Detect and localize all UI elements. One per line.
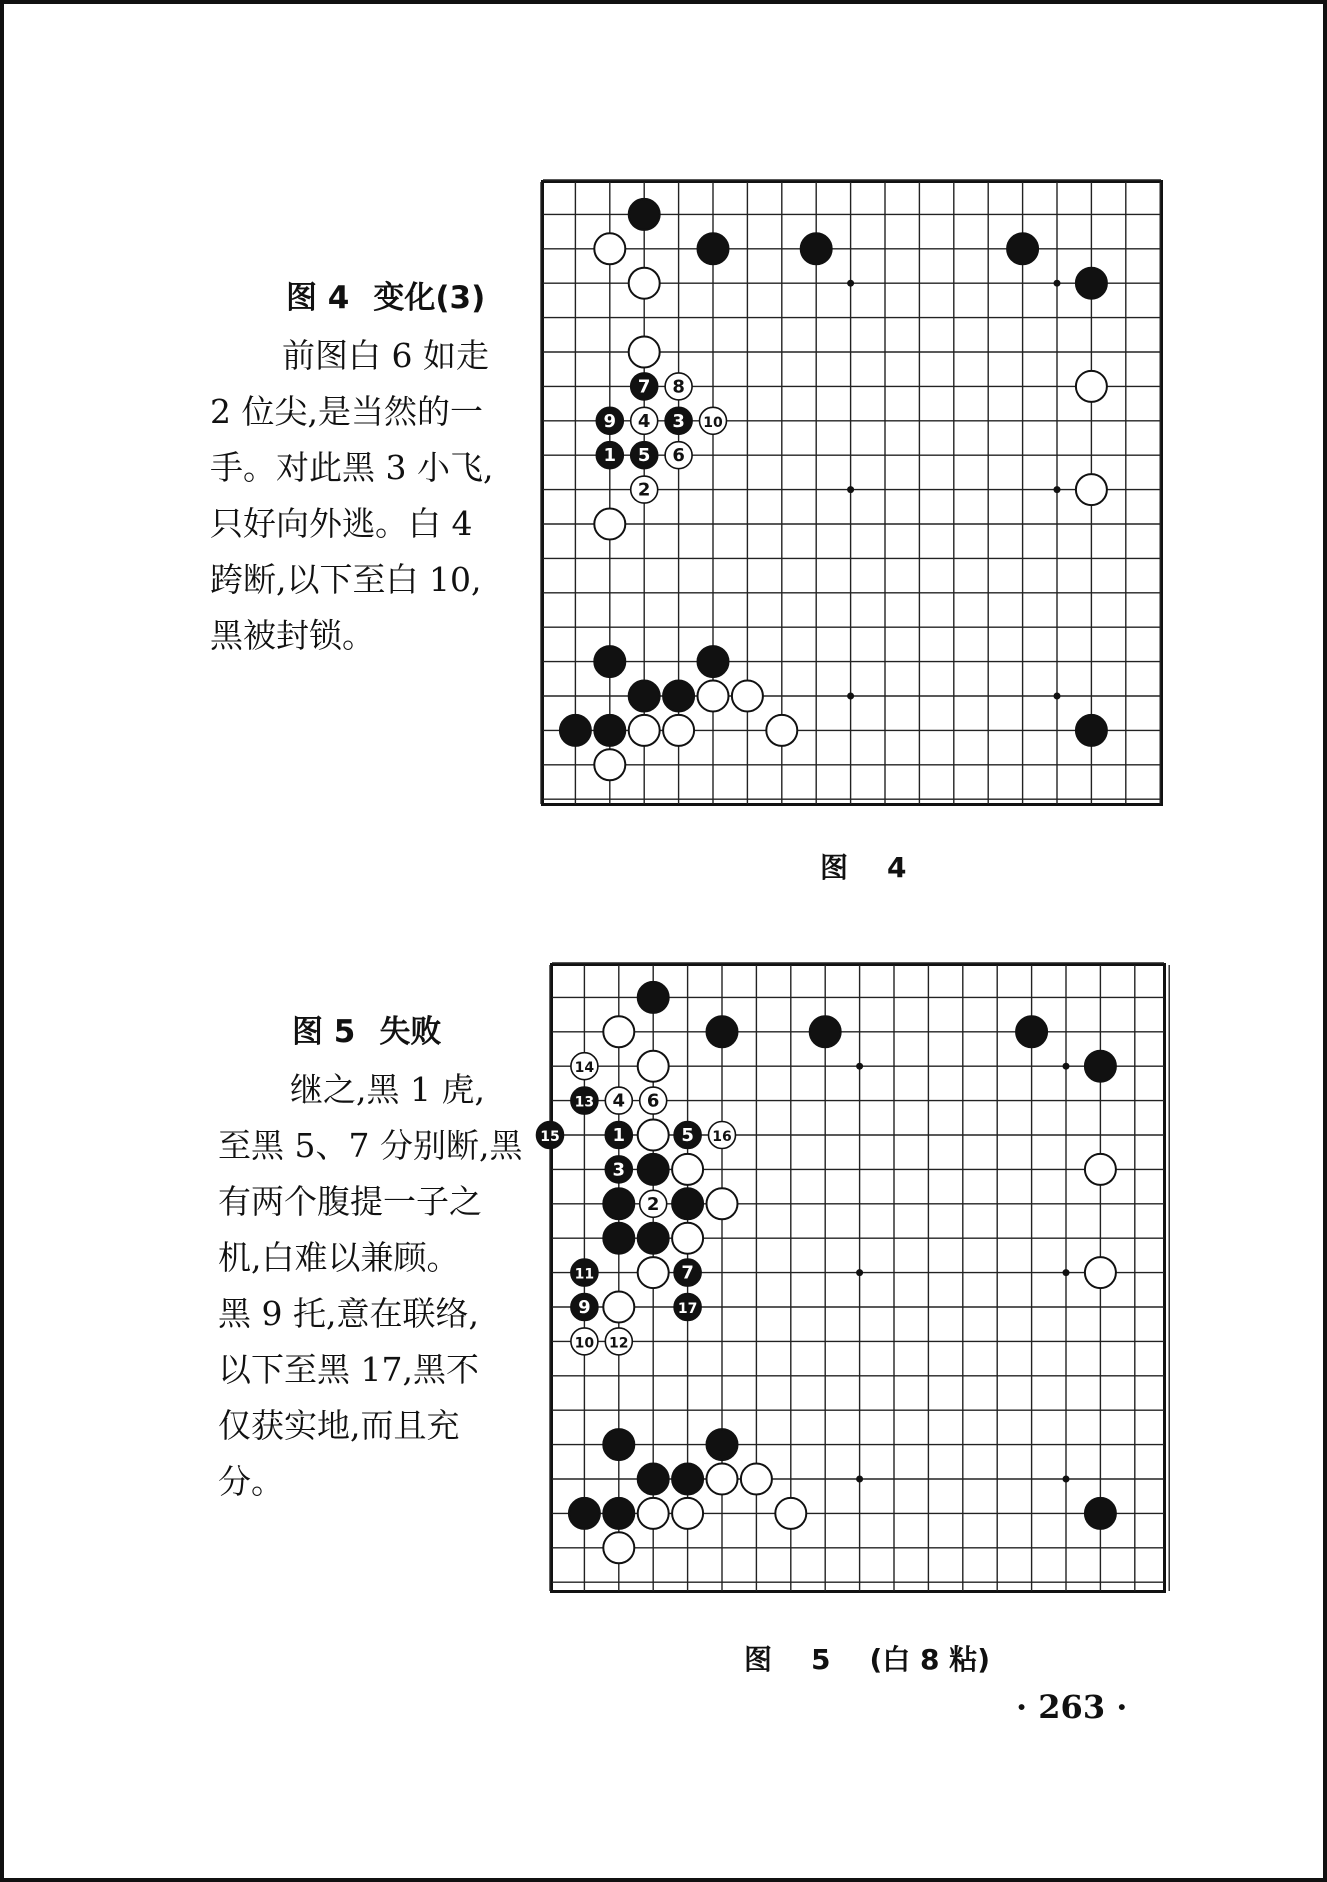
white-stone — [629, 268, 660, 299]
white-stone — [665, 373, 692, 400]
figure5-line: 机,白难以兼顾。 — [218, 1238, 460, 1277]
star-point — [847, 693, 854, 700]
white-stone — [631, 476, 658, 503]
figure5-caption — [218, 1004, 548, 1510]
move-number: 7 — [681, 1262, 694, 1284]
move-number: 14 — [574, 1060, 595, 1077]
white-stone — [571, 1328, 598, 1355]
black-stone — [603, 1188, 634, 1219]
black-stone — [674, 1294, 701, 1321]
black-stone — [603, 1223, 634, 1254]
white-stone — [663, 715, 694, 746]
move-number: 15 — [540, 1129, 560, 1145]
star-point — [847, 486, 854, 493]
figure4-line: 跨断,以下至白 10, — [210, 560, 482, 599]
white-stone — [775, 1498, 806, 1529]
move-number: 6 — [672, 445, 685, 467]
black-stone — [674, 1259, 701, 1286]
black-stone — [1076, 715, 1107, 746]
move-number: 9 — [603, 410, 617, 432]
black-stone — [672, 1464, 703, 1495]
black-stone — [810, 1016, 841, 1047]
white-stone — [672, 1223, 703, 1254]
black-stone — [631, 373, 658, 400]
move-number: 12 — [609, 1335, 629, 1352]
black-stone — [596, 442, 623, 469]
black-stone — [1085, 1498, 1116, 1529]
white-stone — [594, 509, 625, 540]
white-stone — [1085, 1257, 1116, 1288]
figure5-line: 分。 — [218, 1462, 284, 1501]
star-point — [856, 1063, 863, 1070]
black-stone — [707, 1016, 738, 1047]
move-number: 5 — [637, 445, 651, 467]
white-stone — [638, 1257, 669, 1288]
white-stone — [640, 1190, 667, 1217]
black-stone — [1076, 268, 1107, 299]
move-number: 10 — [703, 414, 723, 431]
black-stone — [801, 233, 832, 264]
black-stone — [698, 646, 729, 677]
black-stone — [663, 681, 694, 712]
black-stone — [638, 982, 669, 1013]
star-point — [1054, 693, 1061, 700]
white-stone — [594, 233, 625, 264]
figure4-title-name: 变化(3) — [373, 280, 486, 316]
star-point — [856, 1269, 863, 1276]
figure4-line: 只好向外逃。白 4 — [210, 504, 473, 543]
white-stone — [700, 407, 727, 434]
figure5-line: 黑 9 托,意在联络, — [218, 1294, 479, 1333]
black-stone — [698, 233, 729, 264]
black-stone — [594, 646, 625, 677]
move-number: 9 — [578, 1297, 591, 1318]
white-stone — [638, 1051, 669, 1082]
figure5-title-label: 图 5 — [292, 1014, 356, 1050]
move-number: 7 — [637, 376, 651, 398]
move-number: 2 — [637, 479, 651, 501]
figure5-title-name: 失败 — [379, 1014, 442, 1050]
black-stone — [638, 1464, 669, 1495]
move-number: 5 — [681, 1125, 694, 1146]
black-stone — [594, 715, 625, 746]
black-stone — [605, 1156, 632, 1183]
black-stone — [603, 1498, 634, 1529]
black-stone — [665, 407, 692, 434]
white-stone — [640, 1087, 667, 1114]
black-stone — [638, 1154, 669, 1185]
move-number: 2 — [646, 1193, 660, 1215]
black-stone — [631, 442, 658, 469]
white-stone — [603, 1292, 634, 1323]
star-point — [1063, 1063, 1070, 1070]
black-stone — [560, 715, 591, 746]
move-number: 11 — [574, 1266, 595, 1283]
white-stone — [1076, 474, 1107, 505]
white-stone — [698, 681, 729, 712]
figure4-line: 手。对此黑 3 小飞, — [210, 448, 494, 487]
white-stone — [638, 1120, 669, 1151]
white-stone — [629, 337, 660, 368]
white-stone — [638, 1498, 669, 1529]
move-number: 1 — [603, 445, 617, 467]
figure5-title — [218, 1004, 548, 1060]
black-stone — [537, 1122, 564, 1149]
move-number: 17 — [677, 1301, 698, 1317]
move-number: 10 — [574, 1335, 595, 1352]
figure5-line: 有两个腹提一子之 — [218, 1182, 482, 1221]
white-stone — [605, 1328, 632, 1355]
black-stone — [1016, 1016, 1047, 1047]
black-stone — [674, 1122, 701, 1149]
move-number: 13 — [574, 1094, 595, 1111]
black-stone — [1007, 233, 1038, 264]
star-point — [1054, 486, 1061, 493]
star-point — [1063, 1269, 1070, 1276]
black-stone — [571, 1259, 598, 1286]
figure5-line: 仅获实地,而且充 — [218, 1406, 460, 1445]
white-stone — [603, 1532, 634, 1563]
white-stone — [631, 407, 658, 434]
move-number: 6 — [646, 1090, 660, 1112]
black-stone — [707, 1429, 738, 1460]
black-stone — [571, 1294, 598, 1321]
figure5-label: 图 5 (白 8 粘) — [744, 1643, 991, 1676]
white-stone — [732, 681, 763, 712]
move-number: 16 — [712, 1129, 732, 1145]
figure4-caption — [210, 270, 540, 664]
white-stone — [603, 1016, 634, 1047]
figure4-title — [210, 270, 540, 326]
white-stone — [571, 1053, 598, 1080]
black-stone — [638, 1223, 669, 1254]
white-stone — [594, 749, 625, 780]
go-board-figure4 — [541, 180, 1163, 806]
black-stone — [596, 407, 623, 434]
figure4-title-label: 图 4 — [286, 280, 350, 316]
move-number: 4 — [612, 1090, 626, 1112]
figure4-line: 2 位尖,是当然的一 — [210, 392, 483, 431]
figure5-line: 以下至黑 17,黑不 — [218, 1350, 479, 1389]
white-stone — [766, 715, 797, 746]
white-stone — [672, 1154, 703, 1185]
white-stone — [1076, 371, 1107, 402]
figure4-line: 黑被封锁。 — [210, 616, 375, 655]
move-number: 1 — [612, 1125, 626, 1146]
star-point — [1063, 1476, 1070, 1483]
white-stone — [629, 715, 660, 746]
move-number: 8 — [672, 376, 685, 398]
star-point — [856, 1476, 863, 1483]
star-point — [847, 280, 854, 287]
white-stone — [605, 1087, 632, 1114]
go-board-figure5 — [540, 963, 1166, 1593]
move-number: 4 — [637, 410, 651, 432]
black-stone — [603, 1429, 634, 1460]
white-stone — [709, 1122, 736, 1149]
white-stone — [1085, 1154, 1116, 1185]
move-number: 3 — [672, 410, 685, 432]
star-point — [1054, 280, 1061, 287]
white-stone — [672, 1498, 703, 1529]
move-number: 3 — [612, 1159, 626, 1181]
black-stone — [605, 1122, 632, 1149]
white-stone — [707, 1188, 738, 1219]
figure5-line: 继之,黑 1 虎, — [290, 1070, 485, 1109]
page-number: · 263 · — [1016, 1688, 1128, 1726]
white-stone — [741, 1464, 772, 1495]
black-stone — [1085, 1051, 1116, 1082]
white-stone — [665, 442, 692, 469]
black-stone — [672, 1188, 703, 1219]
black-stone — [569, 1498, 600, 1529]
figure5-line: 至黑 5、7 分别断,黑 — [218, 1126, 523, 1165]
figure4-line: 前图白 6 如走 — [282, 336, 489, 375]
figure4-label: 图 4 — [820, 851, 907, 884]
black-stone — [629, 199, 660, 230]
black-stone — [629, 681, 660, 712]
black-stone — [571, 1087, 598, 1114]
white-stone — [707, 1464, 738, 1495]
